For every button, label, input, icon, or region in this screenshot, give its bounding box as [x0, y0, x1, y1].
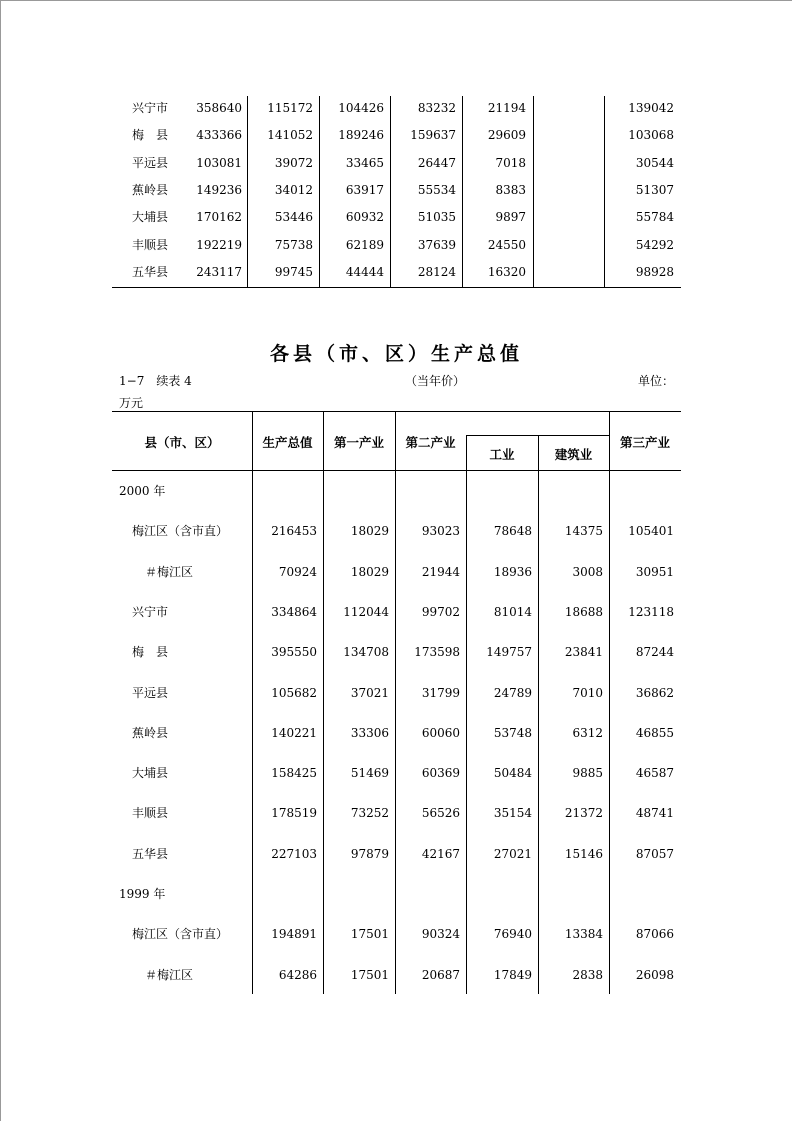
table-cell: 81014 — [493, 605, 532, 619]
table-cell: 18029 — [350, 565, 389, 579]
header-bottom-rule — [112, 470, 681, 471]
county-name: 平远县 — [132, 156, 169, 170]
table-cell: 93023 — [421, 524, 460, 538]
table-cell: 37639 — [417, 238, 456, 252]
table-cell: 140221 — [271, 726, 317, 740]
table-cell: 26098 — [635, 968, 674, 982]
table-cell: 7010 — [572, 686, 603, 700]
table-cell: 51469 — [350, 766, 389, 780]
header-industry: 工业 — [489, 447, 515, 462]
bottom-vline — [252, 411, 253, 994]
table-cell: 30544 — [635, 156, 674, 170]
table-cell: 73252 — [350, 806, 389, 820]
table-cell: 24550 — [487, 238, 526, 252]
table-cell: 60060 — [421, 726, 460, 740]
table-cell: 87244 — [635, 645, 674, 659]
table-cell: 358640 — [196, 101, 242, 115]
table-cell: 64286 — [278, 968, 317, 982]
table-cell: 27021 — [493, 847, 532, 861]
table-number: 1−7 续表 4 — [119, 374, 192, 388]
table-cell: 139042 — [628, 101, 674, 115]
table-cell: 37021 — [350, 686, 389, 700]
table-cell: 51035 — [417, 210, 456, 224]
table-cell: 159637 — [410, 128, 456, 142]
table-cell: 15146 — [564, 847, 603, 861]
table-cell: 87066 — [635, 927, 674, 941]
table-cell: 33306 — [350, 726, 389, 740]
unit-label: 单位： — [638, 374, 675, 388]
table-cell: 8383 — [495, 183, 526, 197]
county-name: 兴宁市 — [132, 605, 169, 619]
table-cell: 18936 — [493, 565, 532, 579]
table-cell: 24789 — [493, 686, 532, 700]
table-cell: 34012 — [274, 183, 313, 197]
table-cell: 173598 — [414, 645, 460, 659]
county-name: 梅江区（含市直） — [132, 524, 229, 538]
county-name: 五华县 — [132, 847, 169, 861]
table-cell: 97879 — [350, 847, 389, 861]
county-name: 五华县 — [132, 265, 169, 279]
table-cell: 53748 — [493, 726, 532, 740]
county-name: 丰顺县 — [132, 806, 169, 820]
table-cell: 2838 — [572, 968, 603, 982]
table-cell: 28124 — [417, 265, 456, 279]
top-bottom-rule — [112, 287, 681, 288]
table-cell: 141052 — [267, 128, 313, 142]
table-cell: 44444 — [345, 265, 384, 279]
table-cell: 13384 — [564, 927, 603, 941]
table-cell: 18688 — [564, 605, 603, 619]
page-title: 各县（市、区）生产总值 — [269, 343, 523, 365]
table-cell: 134708 — [343, 645, 389, 659]
county-name: 蕉岭县 — [132, 183, 169, 197]
table-cell: 55784 — [635, 210, 674, 224]
table-cell: 76940 — [493, 927, 532, 941]
county-name: 平远县 — [132, 686, 169, 700]
table-cell: 395550 — [271, 645, 317, 659]
county-name: 兴宁市 — [132, 101, 169, 115]
table-cell: 9897 — [495, 210, 526, 224]
table-cell: 189246 — [338, 128, 384, 142]
table-cell: 54292 — [635, 238, 674, 252]
county-name: 丰顺县 — [132, 238, 169, 252]
table-cell: 227103 — [271, 847, 317, 861]
table-cell: 216453 — [271, 524, 317, 538]
table-cell: 46587 — [635, 766, 674, 780]
county-name: 梅江区（含市直） — [132, 927, 229, 941]
bottom-vline — [538, 435, 539, 994]
table-cell: 63917 — [345, 183, 384, 197]
table-cell: 334864 — [271, 605, 317, 619]
table-cell: 39072 — [274, 156, 313, 170]
table-cell: 70924 — [278, 565, 317, 579]
table-cell: 29609 — [487, 128, 526, 142]
bottom-vline — [609, 411, 610, 994]
table-cell: 99745 — [274, 265, 313, 279]
header-secondary: 第二产业 — [405, 435, 456, 450]
header-tertiary: 第三产业 — [619, 435, 670, 450]
table-cell: 62189 — [345, 238, 384, 252]
table-cell: 123118 — [628, 605, 674, 619]
table-cell: 56526 — [421, 806, 460, 820]
table-cell: 60932 — [345, 210, 384, 224]
unit-value: 万元 — [119, 396, 144, 410]
header-gdp: 生产总值 — [262, 435, 313, 450]
table-cell: 51307 — [635, 183, 674, 197]
table-cell: 9885 — [572, 766, 603, 780]
bottom-vline — [466, 435, 467, 994]
table-cell: 36862 — [635, 686, 674, 700]
county-name: 大埔县 — [132, 766, 169, 780]
county-name: 梅 县 — [132, 645, 169, 659]
table-cell: 50484 — [493, 766, 532, 780]
header-primary: 第一产业 — [333, 435, 384, 450]
table-cell: 35154 — [493, 806, 532, 820]
table-cell: 192219 — [196, 238, 242, 252]
table-cell: 31799 — [421, 686, 460, 700]
county-name: ＃梅江区 — [145, 565, 194, 579]
table-cell: 17501 — [350, 968, 389, 982]
county-name: 梅 县 — [132, 128, 169, 142]
table-cell: 17501 — [350, 927, 389, 941]
table-cell: 104426 — [338, 101, 384, 115]
table-cell: 17849 — [493, 968, 532, 982]
table-cell: 14375 — [564, 524, 603, 538]
table-cell: 178519 — [271, 806, 317, 820]
county-name: ＃梅江区 — [145, 968, 194, 982]
table-cell: 105401 — [628, 524, 674, 538]
top-vline — [533, 96, 534, 287]
table-cell: 87057 — [635, 847, 674, 861]
table-top-rule — [112, 411, 681, 412]
table-cell: 433366 — [196, 128, 242, 142]
county-name: 大埔县 — [132, 210, 169, 224]
table-cell: 60369 — [421, 766, 460, 780]
table-cell: 21372 — [564, 806, 603, 820]
table-cell: 78648 — [493, 524, 532, 538]
header-county: 县（市、区） — [144, 435, 220, 450]
table-cell: 21944 — [421, 565, 460, 579]
table-cell: 112044 — [343, 605, 389, 619]
bottom-vline — [395, 411, 396, 994]
table-cell: 149236 — [196, 183, 242, 197]
table-cell: 149757 — [486, 645, 532, 659]
table-cell: 6312 — [572, 726, 603, 740]
table-cell: 103068 — [628, 128, 674, 142]
price-note: （当年价） — [405, 374, 466, 388]
table-cell: 3008 — [572, 565, 603, 579]
table-cell: 30951 — [635, 565, 674, 579]
table-cell: 7018 — [495, 156, 526, 170]
table-cell: 53446 — [274, 210, 313, 224]
table-cell: 75738 — [274, 238, 313, 252]
year-label: 1999 年 — [119, 887, 166, 901]
table-cell: 23841 — [564, 645, 603, 659]
table-cell: 170162 — [196, 210, 242, 224]
table-cell: 33465 — [345, 156, 384, 170]
table-cell: 194891 — [271, 927, 317, 941]
table-cell: 98928 — [635, 265, 674, 279]
table-cell: 21194 — [487, 101, 526, 115]
county-name: 蕉岭县 — [132, 726, 169, 740]
table-cell: 42167 — [421, 847, 460, 861]
table-cell: 83232 — [417, 101, 456, 115]
table-cell: 90324 — [421, 927, 460, 941]
table-cell: 115172 — [267, 101, 313, 115]
header-construction: 建筑业 — [554, 447, 593, 462]
table-cell: 103081 — [196, 156, 242, 170]
table-cell: 18029 — [350, 524, 389, 538]
year-label: 2000 年 — [119, 484, 166, 498]
table-cell: 158425 — [271, 766, 317, 780]
table-cell: 26447 — [417, 156, 456, 170]
table-cell: 20687 — [421, 968, 460, 982]
table-cell: 48741 — [635, 806, 674, 820]
table-cell: 46855 — [635, 726, 674, 740]
table-cell: 243117 — [196, 265, 242, 279]
bottom-vline — [323, 411, 324, 994]
table-cell: 99702 — [421, 605, 460, 619]
table-cell: 16320 — [487, 265, 526, 279]
table-cell: 55534 — [417, 183, 456, 197]
table-cell: 105682 — [271, 686, 317, 700]
